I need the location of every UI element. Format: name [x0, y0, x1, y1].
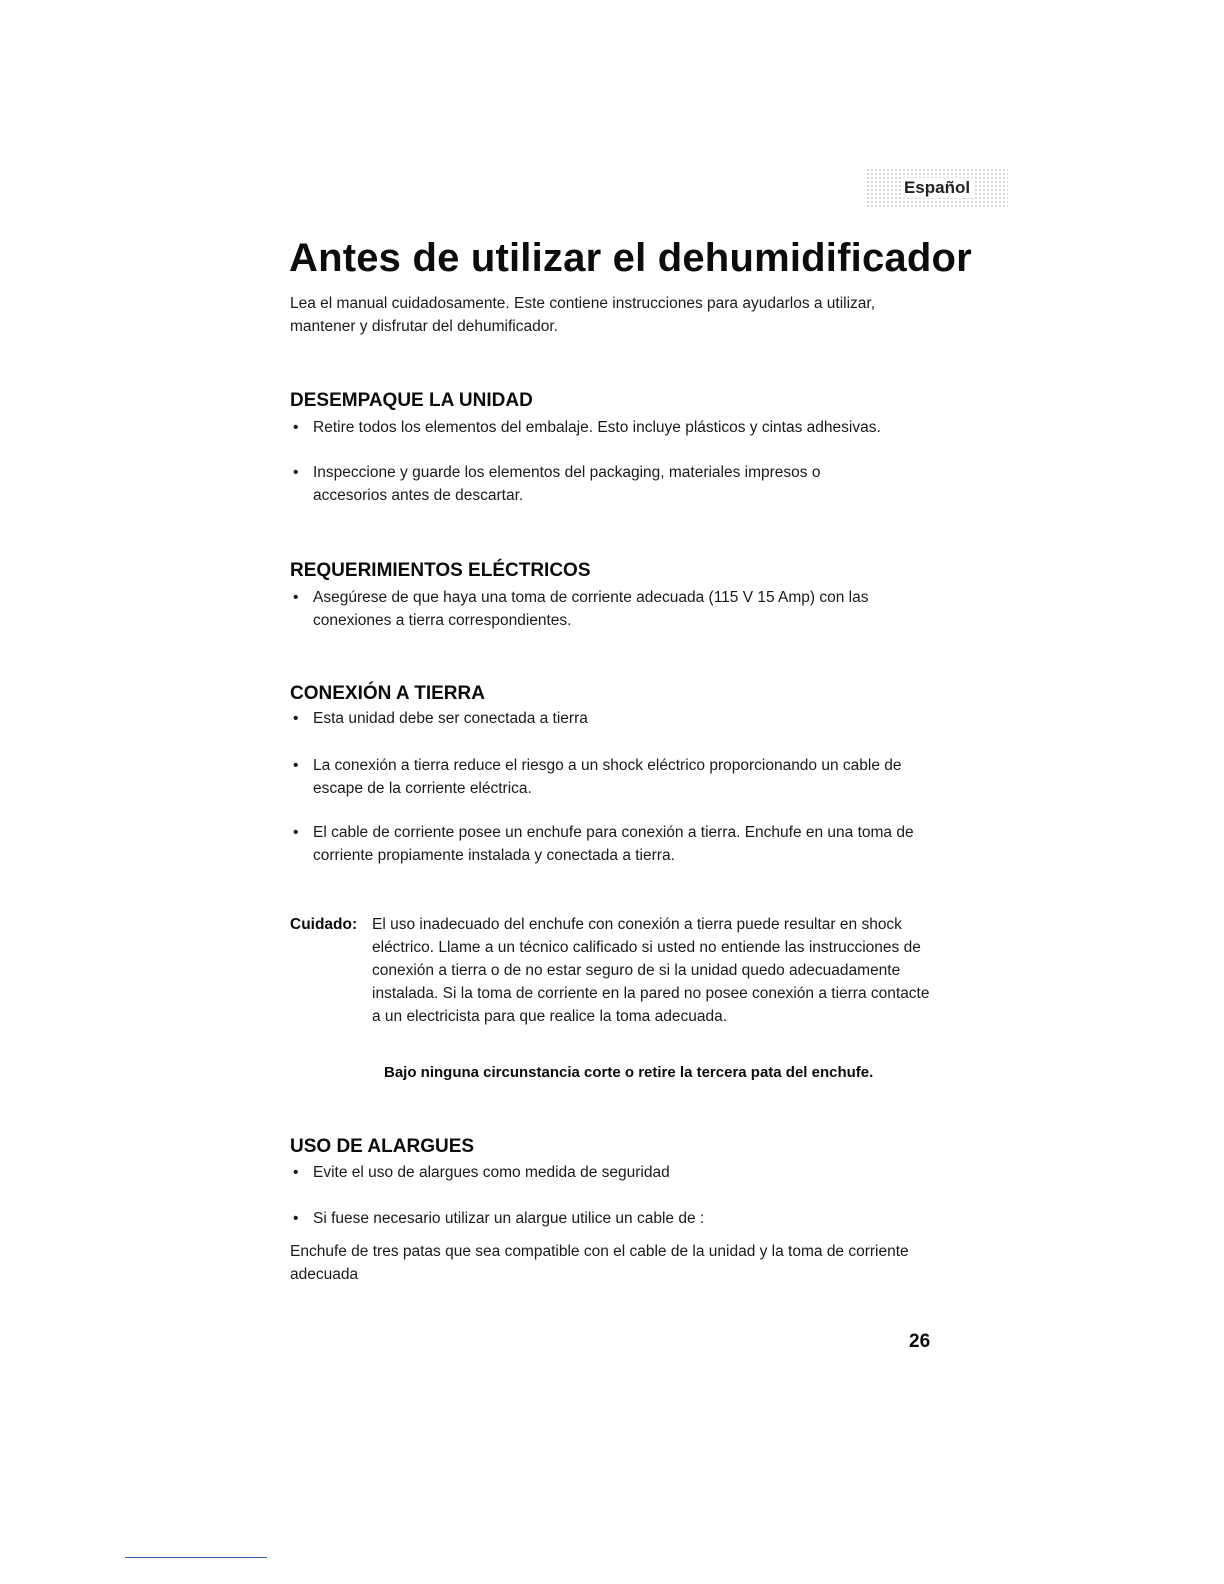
caution-text: El uso inadecuado del enchufe con conexión a tierra puede resultar en shock eléctrico. Llame a un técnico calificado si usted no entiende las instrucciones de conexión a tierra o de no estar seguro de si la unidad quedo adecuadamente instalada. Si la toma de corriente en la pared no posee conexión a tierra contacte a un electricista para que realice la toma adecuada.: [372, 916, 930, 1025]
section-heading-grounding: CONEXIÓN A TIERRA: [290, 683, 485, 704]
bullet-item: • Asegúrese de que haya una toma de corriente adecuada (115 V 15 Amp) con las conexiones a tierra correspondientes.: [291, 586, 923, 632]
footer-rule: [125, 1557, 267, 1558]
bullet-item: • Esta unidad debe ser conectada a tierra: [291, 707, 931, 730]
page-title: Antes de utilizar el dehumidificador: [289, 236, 972, 280]
caution-label: Cuidado:: [290, 916, 358, 933]
bullet-item: • Si fuese necesario utilizar un alargue utilice un cable de :: [291, 1207, 931, 1230]
bullet-item: • Evite el uso de alargues como medida de seguridad: [291, 1161, 931, 1184]
section-heading-extension: USO DE ALARGUES: [290, 1136, 475, 1157]
extension-note: Enchufe de tres patas que sea compatible con el cable de la unidad y la toma de corriente adecuada: [290, 1243, 909, 1283]
language-tab: [866, 168, 1008, 208]
section-heading-electrical: REQUERIMIENTOS ELÉCTRICOS: [290, 560, 591, 581]
language-tab-label: Español: [901, 178, 973, 198]
page-number: 26: [909, 1331, 931, 1352]
intro-paragraph: Lea el manual cuidadosamente. Este contiene instrucciones para ayudarlos a utilizar, mantener y disfrutar del dehumificador.: [290, 295, 876, 335]
warning-text: Bajo ninguna circunstancia corte o retire la tercera pata del enchufe.: [384, 1064, 874, 1081]
bullet-item: • El cable de corriente posee un enchufe para conexión a tierra. Enchufe en una toma de corriente propiamente instalada y conectada a tierra.: [291, 821, 923, 867]
bullet-item: • Retire todos los elementos del embalaje. Esto incluye plásticos y cintas adhesivas.: [291, 416, 931, 439]
section-heading-unpack: DESEMPAQUE LA UNIDAD: [290, 390, 533, 411]
bullet-item: • Inspeccione y guarde los elementos del packaging, materiales impresos o accesorios antes de descartar.: [291, 461, 891, 507]
bullet-item: • La conexión a tierra reduce el riesgo a un shock eléctrico proporcionando un cable de escape de la corriente eléctrica.: [291, 754, 913, 800]
